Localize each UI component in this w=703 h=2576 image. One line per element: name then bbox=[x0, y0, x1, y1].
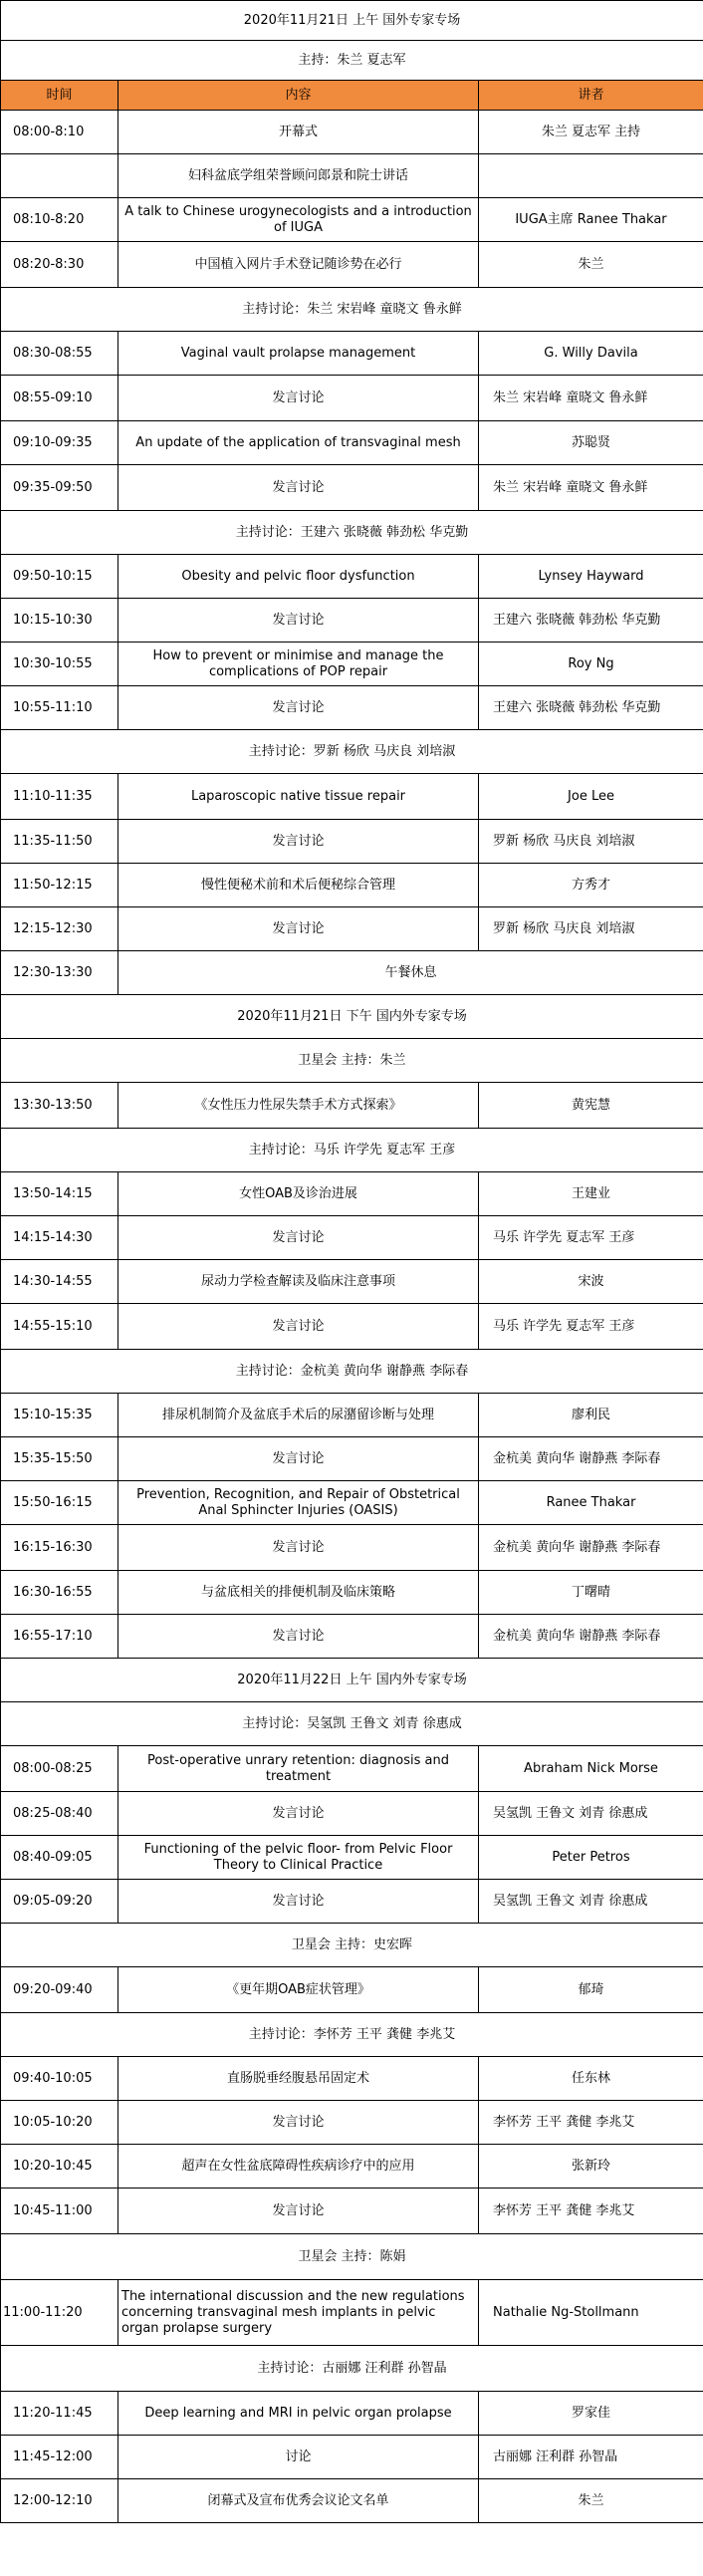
session-time: 09:20-09:40 bbox=[1, 1967, 118, 2013]
section-header bbox=[1, 1702, 703, 1746]
session-speaker: Joe Lee bbox=[479, 774, 703, 820]
schedule-row bbox=[1, 820, 703, 864]
session-topic: 《女性压力性尿失禁手术方式探索》 bbox=[118, 1083, 479, 1129]
session-time: 08:00-08:25 bbox=[1, 1746, 118, 1792]
session-time: 08:55-09:10 bbox=[1, 376, 118, 421]
session-topic: Obesity and pelvic floor dysfunction bbox=[118, 555, 479, 599]
section-title: 主持讨论：罗新 杨欣 马庆良 刘培淑 bbox=[1, 730, 703, 774]
session-time: 10:30-10:55 bbox=[1, 643, 118, 686]
session-speaker: IUGA主席 Ranee Thakar bbox=[479, 198, 703, 242]
session-time: 14:15-14:30 bbox=[1, 1216, 118, 1260]
session-time: 11:00-11:20 bbox=[1, 2280, 118, 2346]
session-time: 16:15-16:30 bbox=[1, 1525, 118, 1571]
session-topic: 发言讨论 bbox=[118, 1615, 479, 1659]
session-time: 09:40-10:05 bbox=[1, 2057, 118, 2101]
session-speaker bbox=[479, 154, 703, 198]
session-topic: 发言讨论 bbox=[118, 2189, 479, 2234]
section-header bbox=[1, 2346, 703, 2392]
session-topic: 妇科盆底学组荣誉顾问郎景和院士讲话 bbox=[118, 154, 479, 198]
session-time: 11:35-11:50 bbox=[1, 820, 118, 864]
session-time: 15:50-16:15 bbox=[1, 1481, 118, 1525]
schedule-row bbox=[1, 1437, 703, 1481]
section-title: 卫星会 主持：史宏晖 bbox=[1, 1924, 703, 1967]
schedule-row bbox=[1, 111, 703, 154]
session-topic: 发言讨论 bbox=[118, 1437, 479, 1481]
session-speaker: 丁曙晴 bbox=[479, 1571, 703, 1615]
session-topic: An update of the application of transvaginal mesh bbox=[118, 421, 479, 465]
session-topic: The international discussion and the new regulations concerning transvaginal mesh implants in pelvic organ prolapse surgery bbox=[118, 2280, 479, 2346]
session-time: 09:50-10:15 bbox=[1, 555, 118, 599]
session-time: 12:00-12:10 bbox=[1, 2479, 118, 2523]
session-topic: 慢性便秘术前和术后便秘综合管理 bbox=[118, 864, 479, 907]
section-title: 主持讨论：马乐 许学先 夏志军 王彦 bbox=[1, 1129, 703, 1172]
session-time: 09:35-09:50 bbox=[1, 465, 118, 511]
session-time: 10:05-10:20 bbox=[1, 2101, 118, 2145]
session-speaker: 宋波 bbox=[479, 1260, 703, 1304]
schedule-row bbox=[1, 686, 703, 730]
schedule-row bbox=[1, 2101, 703, 2145]
schedule-body bbox=[1, 1, 703, 2523]
schedule-row bbox=[1, 1172, 703, 1216]
session-speaker: 金杭美 黄向华 谢静燕 李际春 bbox=[479, 1525, 703, 1571]
column-header-row bbox=[1, 81, 703, 111]
session-speaker: 廖利民 bbox=[479, 1394, 703, 1437]
session-speaker: 罗新 杨欣 马庆良 刘培淑 bbox=[479, 820, 703, 864]
section-header bbox=[1, 511, 703, 555]
session-time: 08:20-8:30 bbox=[1, 242, 118, 288]
session-time: 10:15-10:30 bbox=[1, 599, 118, 643]
session-time: 09:10-09:35 bbox=[1, 421, 118, 465]
session-time: 08:25-08:40 bbox=[1, 1792, 118, 1836]
schedule-row bbox=[1, 332, 703, 376]
section-header bbox=[1, 730, 703, 774]
section-title: 主持：朱兰 夏志军 bbox=[1, 41, 703, 81]
schedule-row bbox=[1, 2189, 703, 2234]
section-header bbox=[1, 1039, 703, 1083]
section-title: 主持讨论：金杭美 黄向华 谢静燕 李际春 bbox=[1, 1350, 703, 1394]
schedule-row bbox=[1, 907, 703, 951]
session-speaker: 朱兰 bbox=[479, 242, 703, 288]
session-topic: 午餐休息 bbox=[118, 951, 703, 995]
section-title: 2020年11月21日 下午 国内外专家专场 bbox=[1, 995, 703, 1039]
session-time: 11:50-12:15 bbox=[1, 864, 118, 907]
session-topic: How to prevent or minimise and manage the complications of POP repair bbox=[118, 643, 479, 686]
section-header bbox=[1, 1350, 703, 1394]
session-speaker: 朱兰 宋岩峰 童晓文 鲁永鲜 bbox=[479, 376, 703, 421]
session-topic: 发言讨论 bbox=[118, 1880, 479, 1924]
column-header-time: 时间 bbox=[1, 81, 118, 111]
session-speaker: Peter Petros bbox=[479, 1836, 703, 1880]
schedule-row bbox=[1, 2436, 703, 2479]
schedule-row bbox=[1, 1216, 703, 1260]
session-speaker: Roy Ng bbox=[479, 643, 703, 686]
session-time: 08:40-09:05 bbox=[1, 1836, 118, 1880]
session-topic: 发言讨论 bbox=[118, 465, 479, 511]
schedule-row bbox=[1, 465, 703, 511]
session-speaker: 李怀芳 王平 龚健 李兆艾 bbox=[479, 2189, 703, 2234]
schedule-row bbox=[1, 643, 703, 686]
session-topic: Laparoscopic native tissue repair bbox=[118, 774, 479, 820]
section-header bbox=[1, 1, 703, 41]
session-speaker: 马乐 许学先 夏志军 王彦 bbox=[479, 1216, 703, 1260]
session-speaker: 朱兰 夏志军 主持 bbox=[479, 111, 703, 154]
session-speaker: 朱兰 bbox=[479, 2479, 703, 2523]
session-topic: 发言讨论 bbox=[118, 907, 479, 951]
session-speaker: Ranee Thakar bbox=[479, 1481, 703, 1525]
session-topic: 与盆底相关的排便机制及临床策略 bbox=[118, 1571, 479, 1615]
schedule-row bbox=[1, 2479, 703, 2523]
section-title: 主持讨论：朱兰 宋岩峰 童晓文 鲁永鲜 bbox=[1, 288, 703, 332]
session-topic: 排尿机制简介及盆底手术后的尿潴留诊断与处理 bbox=[118, 1394, 479, 1437]
session-topic: 超声在女性盆底障碍性疾病诊疗中的应用 bbox=[118, 2145, 479, 2189]
section-title: 主持讨论：王建六 张晓薇 韩劲松 华克勤 bbox=[1, 511, 703, 555]
section-header bbox=[1, 2234, 703, 2280]
session-speaker: 罗新 杨欣 马庆良 刘培淑 bbox=[479, 907, 703, 951]
session-time: 10:55-11:10 bbox=[1, 686, 118, 730]
schedule-row bbox=[1, 599, 703, 643]
section-header bbox=[1, 2013, 703, 2057]
session-time: 16:55-17:10 bbox=[1, 1615, 118, 1659]
session-speaker: 朱兰 宋岩峰 童晓文 鲁永鲜 bbox=[479, 465, 703, 511]
schedule-row bbox=[1, 2280, 703, 2346]
session-speaker: 王建业 bbox=[479, 1172, 703, 1216]
session-topic: Prevention, Recognition, and Repair of Obstetrical Anal Sphincter Injuries (OASIS) bbox=[118, 1481, 479, 1525]
schedule-row bbox=[1, 1083, 703, 1129]
schedule-row bbox=[1, 1746, 703, 1792]
section-title: 主持讨论：吴氢凯 王鲁文 刘青 徐惠成 bbox=[1, 1702, 703, 1746]
column-header-speaker: 讲者 bbox=[479, 81, 703, 111]
section-header bbox=[1, 1924, 703, 1967]
session-topic: A talk to Chinese urogynecologists and a introduction of IUGA bbox=[118, 198, 479, 242]
section-header bbox=[1, 1659, 703, 1702]
schedule-row bbox=[1, 154, 703, 198]
schedule-row bbox=[1, 951, 703, 995]
session-speaker: Nathalie Ng-Stollmann bbox=[479, 2280, 703, 2346]
session-time: 14:30-14:55 bbox=[1, 1260, 118, 1304]
session-topic: 发言讨论 bbox=[118, 376, 479, 421]
session-time: 11:45-12:00 bbox=[1, 2436, 118, 2479]
session-topic: Deep learning and MRI in pelvic organ prolapse bbox=[118, 2392, 479, 2436]
session-time: 16:30-16:55 bbox=[1, 1571, 118, 1615]
schedule-row bbox=[1, 376, 703, 421]
session-topic: 发言讨论 bbox=[118, 1792, 479, 1836]
column-header-topic: 内容 bbox=[118, 81, 479, 111]
session-topic: 发言讨论 bbox=[118, 1525, 479, 1571]
schedule-row bbox=[1, 774, 703, 820]
session-topic: 《更年期OAB症状管理》 bbox=[118, 1967, 479, 2013]
session-time: 11:20-11:45 bbox=[1, 2392, 118, 2436]
schedule-row bbox=[1, 2145, 703, 2189]
section-title: 主持讨论：李怀芳 王平 龚健 李兆艾 bbox=[1, 2013, 703, 2057]
session-speaker: 苏聪贤 bbox=[479, 421, 703, 465]
session-topic: 发言讨论 bbox=[118, 2101, 479, 2145]
session-time: 13:50-14:15 bbox=[1, 1172, 118, 1216]
session-topic: 尿动力学检查解读及临床注意事项 bbox=[118, 1260, 479, 1304]
session-speaker: 郁琦 bbox=[479, 1967, 703, 2013]
schedule-row bbox=[1, 1836, 703, 1880]
schedule-row bbox=[1, 1481, 703, 1525]
session-topic: 女性OAB及诊治进展 bbox=[118, 1172, 479, 1216]
schedule-row bbox=[1, 242, 703, 288]
section-header bbox=[1, 1129, 703, 1172]
session-topic: Vaginal vault prolapse management bbox=[118, 332, 479, 376]
session-speaker: 王建六 张晓薇 韩劲松 华克勤 bbox=[479, 599, 703, 643]
session-speaker: 古丽娜 汪利群 孙智晶 bbox=[479, 2436, 703, 2479]
session-topic: 开幕式 bbox=[118, 111, 479, 154]
schedule-row bbox=[1, 1260, 703, 1304]
section-header bbox=[1, 41, 703, 81]
section-header bbox=[1, 995, 703, 1039]
schedule-row bbox=[1, 198, 703, 242]
session-topic: Functioning of the pelvic floor- from Pelvic Floor Theory to Clinical Practice bbox=[118, 1836, 479, 1880]
session-speaker: 方秀才 bbox=[479, 864, 703, 907]
session-time: 14:55-15:10 bbox=[1, 1304, 118, 1350]
schedule-row bbox=[1, 1525, 703, 1571]
schedule-row bbox=[1, 2057, 703, 2101]
session-speaker: 张新玲 bbox=[479, 2145, 703, 2189]
session-topic: 闭幕式及宣布优秀会议论文名单 bbox=[118, 2479, 479, 2523]
session-speaker: 金杭美 黄向华 谢静燕 李际春 bbox=[479, 1615, 703, 1659]
section-title: 卫星会 主持：陈娟 bbox=[1, 2234, 703, 2280]
session-speaker: 吴氢凯 王鲁文 刘青 徐惠成 bbox=[479, 1880, 703, 1924]
session-speaker: 金杭美 黄向华 谢静燕 李际春 bbox=[479, 1437, 703, 1481]
session-time: 09:05-09:20 bbox=[1, 1880, 118, 1924]
schedule-row bbox=[1, 1880, 703, 1924]
schedule-row bbox=[1, 864, 703, 907]
session-topic: 发言讨论 bbox=[118, 686, 479, 730]
session-topic: 发言讨论 bbox=[118, 1304, 479, 1350]
session-time: 11:10-11:35 bbox=[1, 774, 118, 820]
schedule-row bbox=[1, 1304, 703, 1350]
schedule-row bbox=[1, 1792, 703, 1836]
session-time: 08:00-8:10 bbox=[1, 111, 118, 154]
session-time: 08:10-8:20 bbox=[1, 198, 118, 242]
schedule-row bbox=[1, 1615, 703, 1659]
session-time: 10:45-11:00 bbox=[1, 2189, 118, 2234]
session-time: 10:20-10:45 bbox=[1, 2145, 118, 2189]
session-topic: 中国植入网片手术登记随诊势在必行 bbox=[118, 242, 479, 288]
session-speaker: 罗家佳 bbox=[479, 2392, 703, 2436]
session-speaker: 李怀芳 王平 龚健 李兆艾 bbox=[479, 2101, 703, 2145]
section-title: 卫星会 主持：朱兰 bbox=[1, 1039, 703, 1083]
session-time: 15:10-15:35 bbox=[1, 1394, 118, 1437]
session-speaker: 黄宪慧 bbox=[479, 1083, 703, 1129]
session-time: 12:30-13:30 bbox=[1, 951, 118, 995]
session-speaker: 马乐 许学先 夏志军 王彦 bbox=[479, 1304, 703, 1350]
section-title: 2020年11月21日 上午 国外专家专场 bbox=[1, 1, 703, 41]
session-speaker: 王建六 张晓薇 韩劲松 华克勤 bbox=[479, 686, 703, 730]
section-title: 2020年11月22日 上午 国内外专家专场 bbox=[1, 1659, 703, 1702]
session-speaker: Abraham Nick Morse bbox=[479, 1746, 703, 1792]
schedule-row bbox=[1, 555, 703, 599]
session-time: 13:30-13:50 bbox=[1, 1083, 118, 1129]
session-time: 08:30-08:55 bbox=[1, 332, 118, 376]
schedule-row bbox=[1, 2392, 703, 2436]
session-time: 15:35-15:50 bbox=[1, 1437, 118, 1481]
section-header bbox=[1, 288, 703, 332]
schedule-row bbox=[1, 1394, 703, 1437]
session-topic: 直肠脱垂经腹悬吊固定术 bbox=[118, 2057, 479, 2101]
schedule-row bbox=[1, 1967, 703, 2013]
session-topic: 讨论 bbox=[118, 2436, 479, 2479]
session-topic: 发言讨论 bbox=[118, 820, 479, 864]
session-time: 12:15-12:30 bbox=[1, 907, 118, 951]
schedule-row bbox=[1, 421, 703, 465]
session-speaker: 任东林 bbox=[479, 2057, 703, 2101]
session-speaker: Lynsey Hayward bbox=[479, 555, 703, 599]
schedule-row bbox=[1, 1571, 703, 1615]
section-title: 主持讨论：古丽娜 汪利群 孙智晶 bbox=[1, 2346, 703, 2392]
session-topic: 发言讨论 bbox=[118, 599, 479, 643]
session-time bbox=[1, 154, 118, 198]
session-topic: Post-operative unrary retention: diagnosis and treatment bbox=[118, 1746, 479, 1792]
session-topic: 发言讨论 bbox=[118, 1216, 479, 1260]
session-speaker: 吴氢凯 王鲁文 刘青 徐惠成 bbox=[479, 1792, 703, 1836]
session-speaker: G. Willy Davila bbox=[479, 332, 703, 376]
